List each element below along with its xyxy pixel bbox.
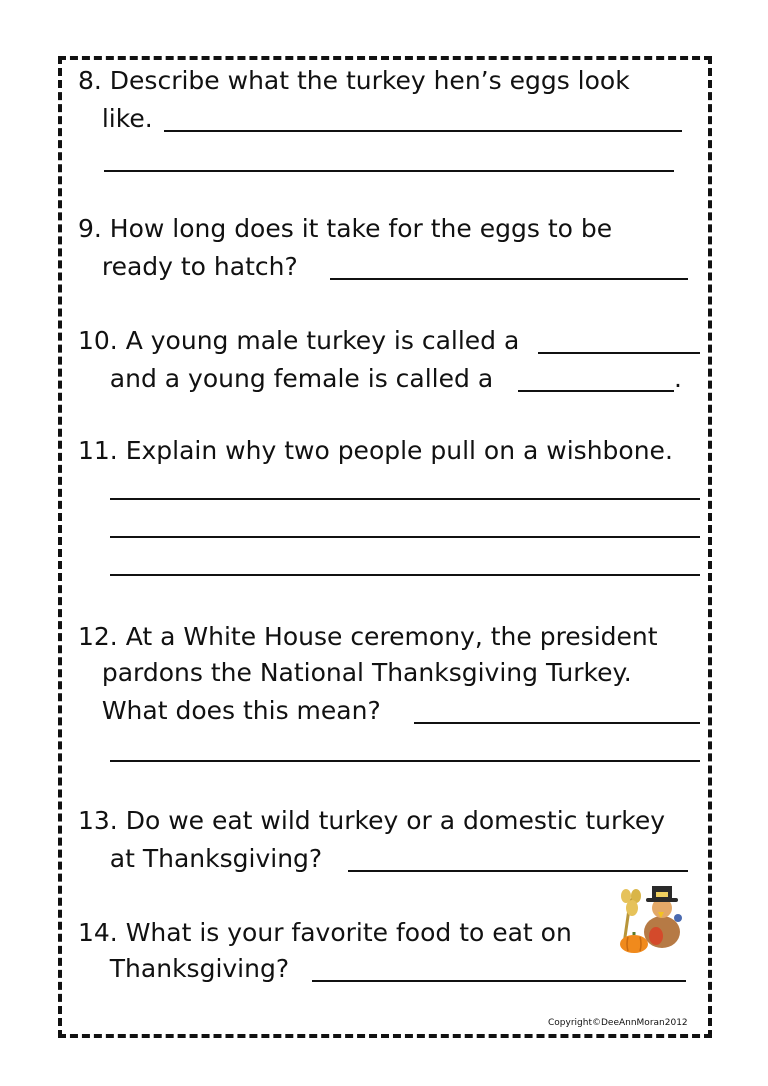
question-13-line-1: 13. Do we eat wild turkey or a domestic turkey: [78, 806, 666, 835]
answer-line[interactable]: [110, 760, 700, 762]
answer-line[interactable]: [104, 170, 674, 172]
answer-line[interactable]: [518, 390, 674, 392]
question-9-line-1: 9. How long does it take for the eggs to be: [78, 214, 613, 243]
question-14-line-2: Thanksgiving?: [78, 954, 290, 983]
question-10-line-1: 10. A young male turkey is called a: [78, 326, 520, 355]
question-12-line-1: 12. At a White House ceremony, the president: [78, 622, 658, 651]
answer-line[interactable]: [348, 870, 688, 872]
question-12-line-2: pardons the National Thanksgiving Turkey.: [78, 658, 632, 687]
question-14-line-1: 14. What is your favorite food to eat on: [78, 918, 572, 947]
answer-line[interactable]: [312, 980, 686, 982]
answer-line[interactable]: [414, 722, 700, 724]
answer-line[interactable]: [110, 536, 700, 538]
question-11-line-1: 11. Explain why two people pull on a wishbone.: [78, 436, 673, 465]
answer-line[interactable]: [330, 278, 688, 280]
answer-line[interactable]: [164, 130, 682, 132]
answer-line[interactable]: [110, 574, 700, 576]
question-8-line-1: 8. Describe what the turkey hen’s eggs look: [78, 66, 630, 95]
question-10-line-2: and a young female is called a: [78, 364, 494, 393]
pilgrim-turkey-icon: [612, 882, 692, 954]
question-8-line-2: like.: [78, 104, 153, 133]
question-10-period: .: [674, 364, 682, 393]
answer-line[interactable]: [538, 352, 700, 354]
answer-line[interactable]: [110, 498, 700, 500]
question-9-line-2: ready to hatch?: [78, 252, 298, 281]
copyright-text: Copyright©DeeAnnMoran2012: [548, 1018, 688, 1028]
question-13-line-2: at Thanksgiving?: [78, 844, 323, 873]
question-12-line-3: What does this mean?: [78, 696, 381, 725]
